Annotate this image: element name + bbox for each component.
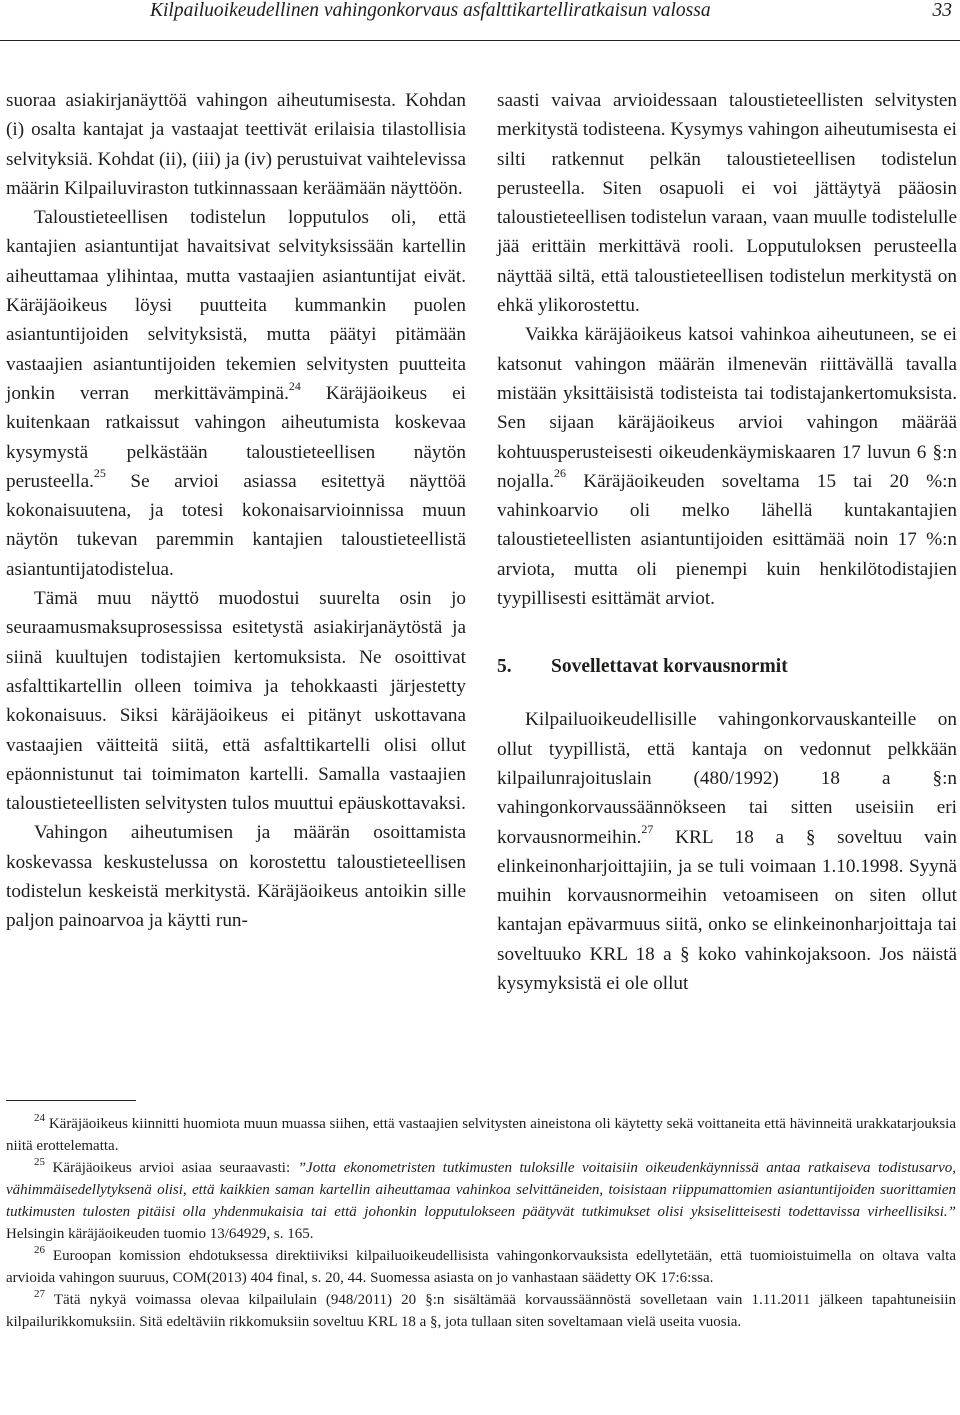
footnote-25 xyxy=(6,1157,956,1245)
text-span: KRL 18 a § soveltuu vain elinkeinonharjoittajiin, ja se tuli voimaan 1.10.1998. Syynä muihin korvausnormeihin vetoamiseen on siten ollut kantajan epävarmuus siitä, onko se elinkeinonharjoittaja tai soveltuuko KRL 18 a § koko vahinkojaksoon. Jos näistä kysymyksistä ei ole ollut xyxy=(497,826,957,995)
paragraph xyxy=(497,320,957,613)
footnote-27 xyxy=(6,1289,956,1333)
text-span: Käräjäoikeus ei kuitenkaan ratkaissut vahingon aiheutumista koskevaa kysymystä pelkästään taloustieteellisen näytön perusteella. xyxy=(6,382,466,492)
footnote-quote: ”Jotta ekonometristen tutkimusten tuloksille voitaisiin oikeudenkäynnissä antaa ratkaiseva todistusarvo, vähimmäisedellytyksenä olisi, että kaikkien saman kartellin aiheuttamaa vahinkoa selvittäneiden, toisistaan riippumattomien asiantuntijoiden suorittamien tutkimusten tulosten pitäisi olla yhdenmukaisia tai että johonkin lopputulokseen päätyvät tutkimukset olisi yksiselitteisesti todettavissa virheellisiksi.” xyxy=(6,1160,956,1220)
paragraph: Tämä muu näyttö muodostui suurelta osin jo seuraamusmaksuprosessissa esitetystä asiakirjanäytöstä ja siinä kuultujen todistajien kertomuksista. Ne osoittivat asfalttikartellin olleen toimiva ja tehokkaasti järjestetty kokonaisuus. Siksi käräjäoikeus ei pitänyt uskottavana vastaajien väitteitä siitä, että asfalttikartelli olisi ollut epäonnistunut tai toimimaton kartelli. Samalla vastaajien taloustieteellisten selvitysten tulos muuttui epäuskottavaksi. xyxy=(6,588,466,815)
section-number: 5. xyxy=(497,656,512,678)
paragraph: Vahingon aiheutumisen ja määrän osoittamista koskevassa keskustelussa on korostettu taloustieteellisen todistelun keskeistä merkitystä. Käräjäoikeus antoikin sille paljon painoarvoa ja käytti run- xyxy=(6,822,466,932)
footnote-26 xyxy=(6,1245,956,1289)
footnote-text: Helsingin käräjäoikeuden tuomio 13/64929, s. 165. xyxy=(6,1226,314,1242)
left-column xyxy=(6,86,466,936)
footnote-number: 24 xyxy=(34,1112,45,1124)
footnote-ref-26[interactable]: 26 xyxy=(554,466,567,481)
footnote-24 xyxy=(6,1113,956,1157)
footnote-ref-24[interactable]: 24 xyxy=(288,378,301,393)
page-number: 33 xyxy=(932,0,952,21)
footnote-number: 27 xyxy=(34,1288,45,1300)
section-title: Sovellettavat korvausnormit xyxy=(551,656,788,678)
footnote-ref-27[interactable]: 27 xyxy=(641,822,654,837)
footnote-text: Käräjäoikeus arvioi asiaa seuraavasti: xyxy=(45,1160,298,1176)
footnote-text: Tätä nykyä voimassa olevaa kilpailulain (948/2011) 20 §:n sisältämää korvaussäännöstä sovelletaan vain 1.11.2011 jälkeen tapahtuneisiin kilpailurikkomuksiin. Sitä edeltäviin rikkomuksiin soveltuu KRL 18 a §, jota tullaan siten soveltamaan vielä useita vuosia. xyxy=(6,1292,956,1330)
paragraph xyxy=(6,203,466,584)
text-span: Taloustieteellisen todistelun lopputulos oli, että kantajien asiantuntijat havaitsivat selvityksissään kartellin aiheuttamaa ylihintaa, mutta vastaajien asiantuntijat eivät. Käräjäoikeus löysi puutteita kummankin puolen asiantuntijoiden selvityksistä, mutta päätyi pitämään vastaajien asiantuntijoiden tekemien selvitysten puutteita jonkin verran merkittävämpinä. xyxy=(6,207,466,404)
footnote-ref-25[interactable]: 25 xyxy=(93,466,106,481)
footnote-text: Euroopan komission ehdotuksessa direktiiviksi kilpailuoikeudellisista vahingonkorvauksista edellytetään, että tuomioistuimella on oltava valta arvioida vahingon suuruus, COM(2013) 404 final, s. 20, 44. Suomessa asiasta on jo vanhastaan säädetty OK 17:6:ssa. xyxy=(6,1248,956,1286)
paragraph xyxy=(497,705,957,998)
section-heading xyxy=(497,652,957,681)
footnote-number: 25 xyxy=(34,1156,45,1168)
footnote-text: Käräjäoikeus kiinnitti huomiota muun muassa siihen, että vastaajien selvitysten aineistona oli käytetty sekä voittaneita että hävinneitä urakkatarjouksia niitä erottelematta. xyxy=(6,1116,956,1154)
paragraph: saasti vaivaa arvioidessaan taloustieteellisten selvitysten merkitystä todisteena. Kysymys vahingon aiheutumisesta ei silti ratkennut pelkän taloustieteellisen todistelun perusteella. Siten osapuoli ei voi jättäytyä pääosin taloustieteellisen todistelun varaan, vaan muulle todistelulle jää erittäin merkittävä rooli. Lopputuloksen perusteella näyttää siltä, että taloustieteellisen todistelun merkitystä on ehkä ylikorostettu. xyxy=(497,90,957,317)
paragraph: suoraa asiakirjanäyttöä vahingon aiheutumisesta. Kohdan (i) osalta kantajat ja vastaajat teettivät erilaisia tilastollisia selvityksiä. Kohdat (ii), (iii) ja (iv) perustuivat vaihtelevissa määrin Kilpailuviraston tutkinnassaan keräämään näyttöön. xyxy=(6,90,466,199)
text-span: Vaikka käräjäoikeus katsoi vahinkoa aiheutuneen, se ei katsonut vahingon määrän ilmenevän riittävällä tavalla mistään yksittäisistä todisteista tai todistajankertomuksista. Sen sijaan käräjäoikeus arvioi vahingon määrää kohtuusperusteisesti oikeudenkäymiskaaren 17 luvun 6 §:n nojalla. xyxy=(497,324,957,492)
text-span: Kilpailuoikeudellisille vahingonkorvauskanteille on ollut tyypillistä, että kantaja on vedonnut pelkkään kilpailunrajoituslain (480/1992) 18 a §:n vahingonkorvaussäännökseen tai sitten useisiin eri korvausnormeihin. xyxy=(497,709,957,848)
running-header xyxy=(0,0,960,41)
footnote-number: 26 xyxy=(34,1244,45,1256)
running-title: Kilpailuoikeudellinen vahingonkorvaus asfalttikartelliratkaisun valossa xyxy=(150,0,711,21)
text-span: Se arvioi asiassa esitettyä näyttöä kokonaisuutena, ja totesi kokonaisarvioinnissa muun näytön tukevan paremmin kantajien taloustieteellistä asiantuntijatodistelua. xyxy=(6,470,466,580)
footnotes xyxy=(6,1113,956,1333)
right-column xyxy=(497,86,957,998)
text-span: Käräjäoikeuden soveltama 15 tai 20 %:n vahinkoarvio oli melko lähellä kuntakantajien taloustieteellisten asiantuntijoiden esittämää noin 17 %:n arviota, mutta oli pienempi kuin henkilötodistajien tyypillisesti esittämät arviot. xyxy=(497,470,957,610)
footnote-divider xyxy=(6,1100,136,1101)
